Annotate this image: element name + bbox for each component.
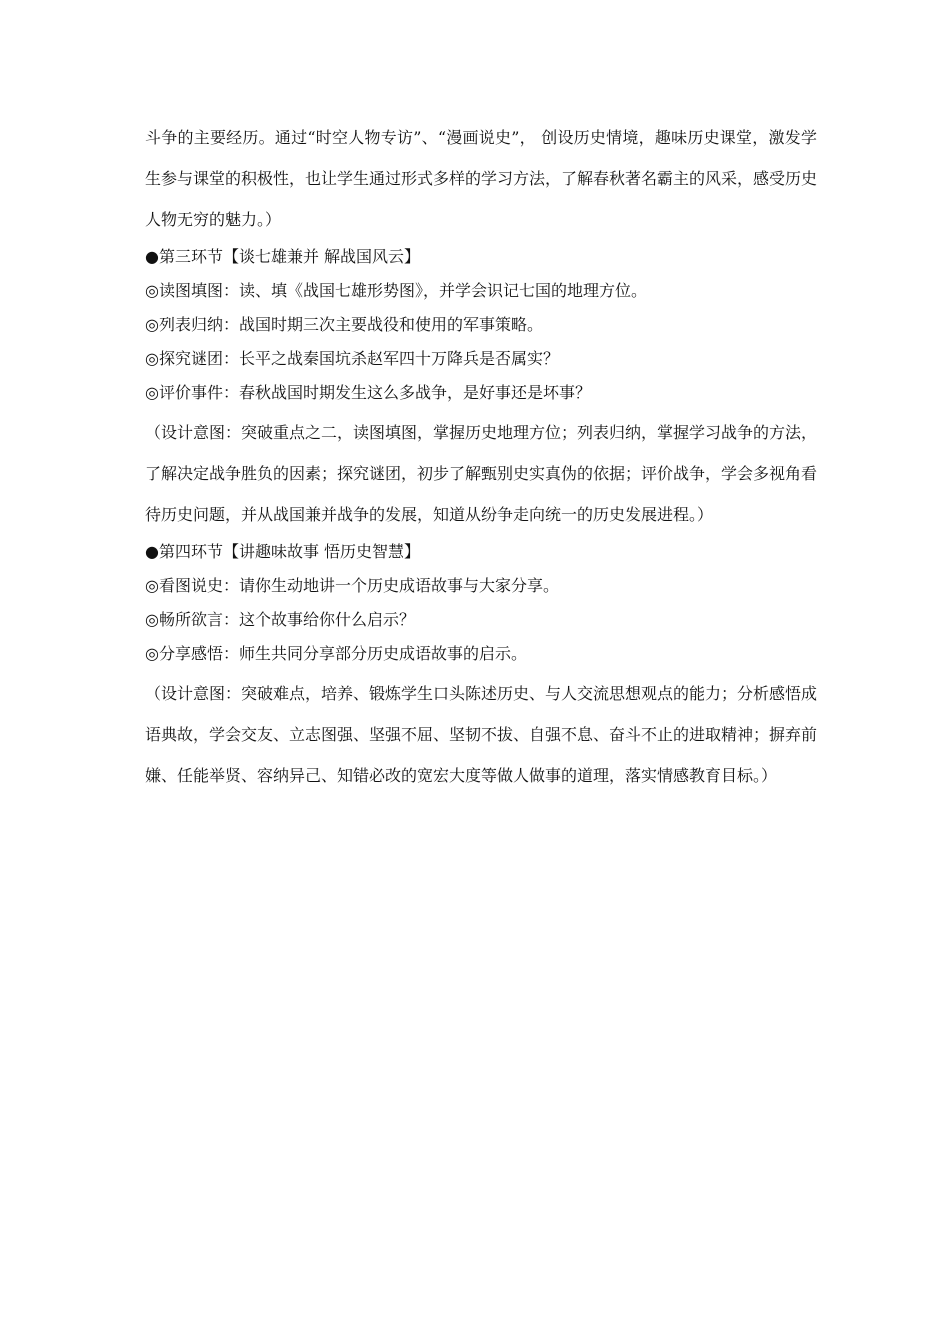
heading-section-three: ●第三环节【谈七雄兼并 解战国风云】: [145, 247, 421, 266]
heading-section-four: ●第四环节【讲趣味故事 悟历史智慧】: [145, 542, 421, 561]
list-item-map-reading: ◎读图填图：读、填《战国七雄形势图》，并学会识记七国的地理方位。: [145, 281, 647, 300]
list-item-free-discussion: ◎畅所欲言：这个故事给你什么启示？: [145, 610, 415, 629]
document-body: [145, 117, 817, 796]
paragraph-section-four-intent: （设计意图：突破难点，培养、锻炼学生口头陈述历史、与人交流思想观点的能力；分析感悟成语典故，学会交友、立志图强、坚强不屈、坚韧不拔、自强不息、奋斗不止的进取精神；摒弃前嫌、任能举贤、容纳异己、知错必改的宽宏大度等做人做事的道理，落实情感教育目标。）: [145, 684, 818, 785]
paragraph-section-two-intent-end: 斗争的主要经历。通过“时空人物专访”、“漫画说史”， 创设历史情境，趣味历史课堂，激发学生参与课堂的积极性，也让学生通过形式多样的学习方法，了解春秋著名霸主的风采，感受历史人物无穷的魅力。）: [145, 128, 818, 229]
list-item-mystery-inquiry: ◎探究谜团：长平之战秦国坑杀赵军四十万降兵是否属实？: [145, 349, 559, 368]
list-item-picture-story: ◎看图说史：请你生动地讲一个历史成语故事与大家分享。: [145, 576, 559, 595]
paragraph-section-three-intent: （设计意图：突破重点之二，读图填图，掌握历史地理方位；列表归纳，掌握学习战争的方法，了解决定战争胜负的因素；探究谜团，初步了解甄别史实真伪的依据；评价战争，学会多视角看待历史问题，并从战国兼并战争的发展，知道从纷争走向统一的历史发展进程。）: [145, 423, 818, 524]
list-item-table-summary: ◎列表归纳：战国时期三次主要战役和使用的军事策略。: [145, 315, 543, 334]
list-item-event-evaluation: ◎评价事件：春秋战国时期发生这么多战争，是好事还是坏事？: [145, 383, 591, 402]
list-item-share-insights: ◎分享感悟：师生共同分享部分历史成语故事的启示。: [145, 644, 527, 663]
